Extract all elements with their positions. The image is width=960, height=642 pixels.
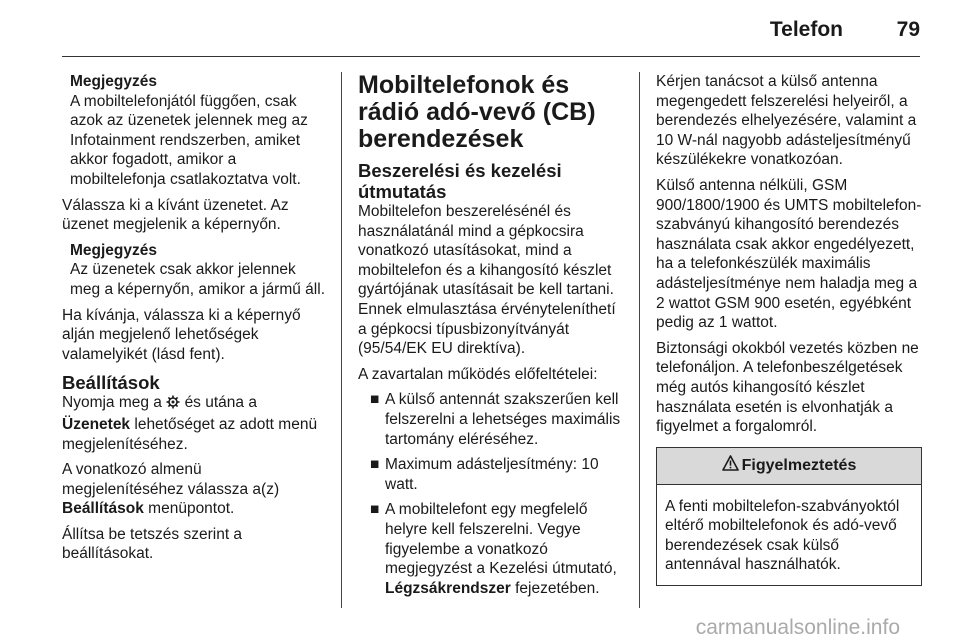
column-1 xyxy=(62,72,326,570)
main-heading: Mobiltelefonok és rádió adó-vevő (CB) berendezések xyxy=(358,71,596,153)
bullet-square-icon: ■ xyxy=(370,456,380,474)
note-title: Megjegyzés xyxy=(70,73,158,90)
gear-icon xyxy=(166,395,180,415)
menu-term-messages: Üzenetek xyxy=(62,415,131,433)
page-number: 79 xyxy=(896,18,920,41)
warning-triangle-icon xyxy=(722,455,742,477)
bullet-list xyxy=(370,390,628,598)
note-title: Megjegyzés xyxy=(70,241,158,259)
note-box xyxy=(62,241,326,300)
paragraph: Biztonsági okokból vezetés közben ne telefonáljon. A telefonbeszélgetések még autós kihangosító készlet használata esetén is elvonhatják a figyelmet a forgalomról. xyxy=(656,339,919,436)
header-rule xyxy=(62,56,920,57)
text-run: menüpontot. xyxy=(148,500,235,518)
watermark: carmanualsonline.info xyxy=(695,616,900,639)
menu-term-settings: Beállítások xyxy=(62,500,144,518)
paragraph: A zavartalan működés előfeltételei: xyxy=(358,365,598,383)
section-heading-settings: Beállítások xyxy=(62,372,160,394)
list-item-text: A mobiltelefont egy megfelelő helyre kell felszerelni. Vegye figyelembe a vonatkozó megjegyzést a Kezelési útmutató, xyxy=(385,501,617,578)
list-item-text: Maximum adásteljesítmény: 10 watt. xyxy=(385,456,599,493)
list-item-text: fejezetében. xyxy=(515,579,600,597)
text-run: és utána a xyxy=(184,394,257,412)
warning-box xyxy=(656,447,922,586)
note-text: A mobiltelefonjától függően, csak azok az üzenetek jelennek meg az Infotainment rendszerben, amiket akkor fogadott, amikor a mobiltelefonja csatlakoztatva volt. xyxy=(70,92,308,188)
sub-heading: Beszerelési és kezelési útmutatás xyxy=(358,160,562,202)
column-3 xyxy=(656,72,922,586)
paragraph: Ha kívánja, válassza ki a képernyő alján megjelenő lehetőségek valamelyikét (lásd fent). xyxy=(62,306,301,363)
column-2 xyxy=(358,72,628,604)
warning-title: Figyelmeztetés xyxy=(741,456,857,474)
paragraph: Mobiltelefon beszerelésénél és használatánál mind a gépkocsira vonatkozó utasításokat, mind a mobiltelefon és a kihangosító készlet gyártójának utasításait be kell tartani. Ennek elmulasztása érvényteleníthetí a gépkocsi típusbizonyítványát (95/54/EK EU direktíva). xyxy=(358,203,616,358)
bullet-square-icon: ■ xyxy=(370,391,380,409)
column-divider-2 xyxy=(639,72,640,608)
settings-submenu-instruction xyxy=(62,460,326,519)
paragraph: Válassza ki a kívánt üzenetet. Az üzenet megjelenik a képernyőn. xyxy=(62,196,289,234)
list-item xyxy=(370,390,628,449)
note-text: Az üzenetek csak akkor jelennek meg a képernyőn, amikor a jármű áll. xyxy=(70,261,326,298)
paragraph: Állítsa be tetszés szerint a beállításokat. xyxy=(62,525,243,563)
chapter-title: Telefon xyxy=(769,18,843,41)
chapter-reference: Légzsákrendszer xyxy=(385,579,511,597)
warning-header xyxy=(657,448,921,485)
paragraph: Kérjen tanácsot a külső antenna megengedett felszerelési helyeiről, a berendezés elhelyezésére, valamint a 10 W-nál nagyobb adásteljesítményű készülékekre vonatkozóan. xyxy=(656,73,917,169)
list-item xyxy=(370,455,628,494)
paragraph: Külső antenna nélküli, GSM 900/1800/1900 és UMTS mobiltelefon-szabványú kihangosító berendezés használata csak akkor engedélyezett, ha a telefonkészülék maximális adásteljesítménye nem haladja meg a 2 wattot GSM 900 esetén, egyébként pedig az 1 wattot. xyxy=(656,176,922,332)
page-header xyxy=(0,0,960,60)
note-box xyxy=(62,72,326,190)
list-item-text: A külső antennát szakszerűen kell felszerelni a lehetséges maximális tartomány eléréséhez. xyxy=(385,391,621,448)
column-divider-1 xyxy=(341,72,342,608)
bullet-square-icon: ■ xyxy=(370,501,380,519)
text-run: Nyomja meg a xyxy=(62,394,162,412)
text-run: lehetőséget az adott menü megjelenítéséhez. xyxy=(62,415,318,453)
settings-instruction xyxy=(62,393,326,454)
list-item xyxy=(370,500,628,598)
text-run: A vonatkozó almenü megjelenítéséhez válassza a(z) xyxy=(62,461,280,498)
warning-text: A fenti mobiltelefon-szabványoktól eltérő mobiltelefonok és adó-vevő berendezések csak külső antennával használhatók. xyxy=(665,497,900,574)
